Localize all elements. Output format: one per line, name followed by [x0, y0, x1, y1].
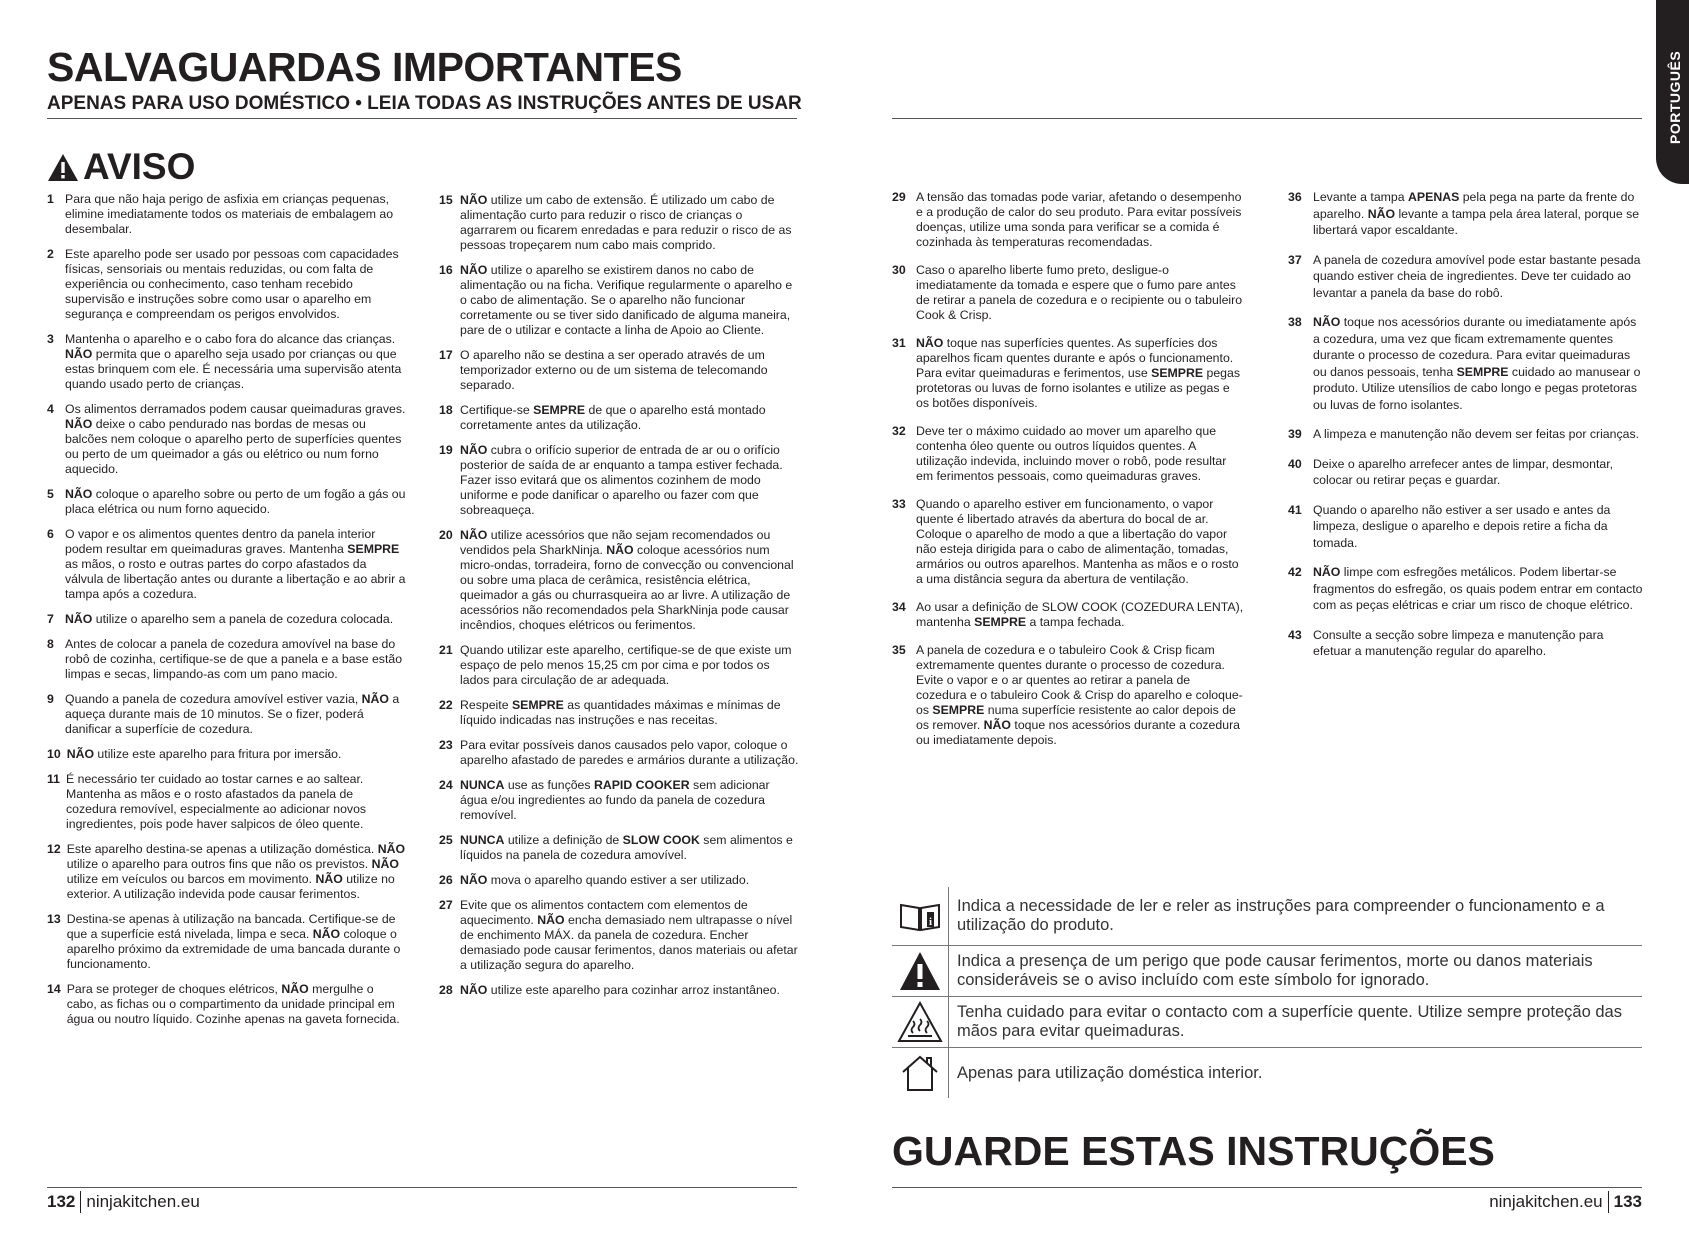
safeguard-number: 35	[892, 643, 906, 657]
symbol-icon-cell	[892, 887, 949, 945]
safeguard-number: 30	[892, 263, 906, 277]
safeguard-number: 27	[439, 898, 453, 912]
footer-divider	[80, 1191, 81, 1213]
safeguard-text: Mantenha o aparelho e o cabo fora do alcance das crianças. NÃO permita que o aparelho seja usado por crianças ou que estas brinquem com ele. É necessária uma supervisão atenta quando usado perto de crianças.	[65, 332, 402, 391]
safeguard-text: O vapor e os alimentos quentes dentro da panela interior podem resultar em queimaduras graves. Mantenha SEMPRE as mãos, o rosto e outras partes do corpo afastados da válvula de libertação antes ou durante a libertação e ao abrir a tampa após a cozedura.	[65, 527, 406, 601]
safeguard-number: 3	[47, 332, 54, 346]
safeguard-text: NÃO mova o aparelho quando estiver a ser utilizado.	[460, 873, 750, 887]
warning-heading	[47, 146, 195, 188]
safeguards-column-2	[439, 193, 799, 1008]
safeguard-text: NÃO cubra o orifício superior de entrada de ar ou o orifício posterior de saída de ar enquanto a tampa estiver fechada. Fazer isso evitará que os alimentos cozinhem de modo uniforme e pode danificar o aparelho ou fazer com que sobreaqueça.	[460, 443, 783, 517]
safeguard-text: Antes de colocar a panela de cozedura amovível na base do robô de cozinha, certifique-se de que a panela e a base estão limpas e secas, limpando-as com um pano macio.	[65, 637, 403, 681]
safeguard-number: 8	[47, 637, 54, 651]
warning-heading-text: AVISO	[83, 146, 196, 187]
safeguard-text: Evite que os alimentos contactem com elementos de aquecimento. NÃO encha demasiado nem ultrapasse o nível de enchimento MÁX. da panela de cozedura. Encher demasiado pode causar ferimentos, danos materiais ou afetar a utilização segura do aparelho.	[460, 898, 798, 972]
safeguard-number: 39	[1288, 427, 1302, 441]
safeguard-item	[47, 772, 407, 832]
safeguard-number: 22	[439, 698, 453, 712]
safeguard-item	[439, 348, 799, 393]
safeguard-number: 23	[439, 738, 453, 752]
safeguard-number: 21	[439, 643, 453, 657]
safeguard-item	[47, 612, 407, 627]
safeguard-item	[47, 692, 407, 737]
safeguard-number: 13	[47, 912, 61, 926]
safeguard-number: 9	[47, 692, 54, 706]
safeguard-number: 11	[47, 772, 60, 786]
safeguard-item	[892, 424, 1244, 484]
safeguard-number: 18	[439, 403, 453, 417]
symbol-row	[892, 887, 1642, 946]
safeguard-item	[47, 637, 407, 682]
safeguard-item	[439, 983, 799, 998]
safeguard-text: Este aparelho destina-se apenas a utilização doméstica. NÃO utilize o aparelho para outros fins que não os previstos. NÃO utilize em veículos ou barcos em movimento. NÃO utilize no exterior. A utilização indevida pode causar ferimentos.	[66, 842, 406, 901]
safeguard-item	[1288, 252, 1643, 302]
warning-triangle-icon	[898, 950, 942, 992]
symbol-icon-cell	[892, 1048, 949, 1098]
safeguards-column-3	[892, 190, 1244, 761]
safeguards-column-4	[1288, 189, 1643, 673]
safeguard-item	[439, 873, 799, 888]
safeguard-item	[439, 443, 799, 518]
safeguard-text: NÃO coloque o aparelho sobre ou perto de um fogão a gás ou placa elétrica ou num forno aquecido.	[65, 487, 406, 516]
safeguard-text: Levante a tampa APENAS pela pega na parte da frente do aparelho. NÃO levante a tampa pela área lateral, porque se libertará vapor escaldante.	[1313, 190, 1640, 237]
footer-right	[1489, 1187, 1642, 1217]
safeguard-text: NÃO limpe com esfregões metálicos. Podem libertar-se fragmentos do esfregão, os quais podem entrar em contacto com as peças elétricas e criar um risco de choque elétrico.	[1313, 565, 1643, 612]
safeguard-number: 7	[47, 612, 54, 626]
safeguard-number: 6	[47, 527, 54, 541]
safeguard-text: Os alimentos derramados podem causar queimaduras graves. NÃO deixe o cabo pendurado nas bordas de mesas ou balcões nem coloque o aparelho perto de superfícies quentes ou perto de um queimador a gás ou elétrico ou num forno aquecido.	[65, 402, 406, 476]
safeguard-item	[47, 747, 407, 762]
safeguard-item	[892, 263, 1244, 323]
safeguard-number: 4	[47, 402, 54, 416]
page-number: 132	[47, 1192, 76, 1211]
symbol-description: Indica a necessidade de ler e reler as instruções para compreender o funcionamento e a utilização do produto.	[957, 897, 1605, 934]
safeguard-text: NÃO utilize este aparelho para fritura por imersão.	[66, 747, 342, 761]
symbol-description: Apenas para utilização doméstica interior.	[957, 1063, 1263, 1082]
safeguard-item	[1288, 189, 1643, 239]
symbol-description: Indica a presença de um perigo que pode causar ferimentos, morte ou danos materiais consideráveis se o aviso incluído com este símbolo for ignorado.	[957, 952, 1593, 989]
safeguard-text: Certifique-se SEMPRE de que o aparelho está montado corretamente antes da utilização.	[460, 403, 766, 432]
safeguard-item	[1288, 426, 1643, 443]
safeguard-number: 38	[1288, 315, 1302, 329]
safeguard-number: 28	[439, 983, 453, 997]
safeguard-item	[439, 643, 799, 688]
safeguard-item	[439, 528, 799, 633]
symbol-icon-cell	[892, 997, 949, 1047]
safeguard-number: 1	[47, 192, 54, 206]
safeguard-text: NÃO utilize um cabo de extensão. É utilizado um cabo de alimentação curto para reduzir o risco de crianças o agarrarem ou ficarem enredadas e para reduzir o risco de as pessoas tropeçarem num cabo mais comprido.	[460, 193, 792, 252]
safeguard-text: Ao usar a definição de SLOW COOK (COZEDURA LENTA), mantenha SEMPRE a tampa fechada.	[916, 600, 1244, 629]
safeguards-column-1	[47, 192, 407, 1037]
safeguard-number: 41	[1288, 502, 1302, 517]
safeguard-number: 25	[439, 833, 453, 847]
safeguard-item	[47, 982, 407, 1027]
safeguard-text: Para evitar possíveis danos causados pelo vapor, coloque o aparelho afastado de paredes e armários durante a utilização.	[460, 738, 799, 767]
safeguard-text: NÃO utilize o aparelho sem a panela de cozedura colocada.	[65, 612, 394, 626]
safeguard-item	[1288, 456, 1643, 489]
safeguard-number: 29	[892, 190, 906, 204]
safeguard-text: Deixe o aparelho arrefecer antes de limpar, desmontar, colocar ou retirar peças e guardar.	[1313, 456, 1614, 487]
safeguard-item	[892, 190, 1244, 250]
safeguard-item	[47, 192, 407, 237]
safeguard-item	[439, 833, 799, 863]
safeguard-item	[892, 497, 1244, 587]
safeguard-text: NÃO toque nas superfícies quentes. As superfícies dos aparelhos ficam quentes durante e após o funcionamento. Para evitar queimaduras e ferimentos, use SEMPRE pegas protetoras ou luvas de forno isolantes e utilize as pegas e os botões disponíveis.	[916, 336, 1240, 410]
save-instructions-heading: GUARDE ESTAS INSTRUÇÕES	[892, 1128, 1495, 1174]
safeguard-text: Este aparelho pode ser usado por pessoas com capacidades físicas, sensoriais ou mentais reduzidas, ou com falta de experiência ou conhecimento, caso tenham recebido supervisão e instruções sobre como usar o aparelho em segurança e compreendam os perigos envolvidos.	[65, 247, 399, 321]
safeguard-text: É necessário ter cuidado ao tostar carnes e ao saltear. Mantenha as mãos e o rosto afastados da panela de cozedura removível, especialmente ao adicionar novos ingredientes, pois pode haver salpicos de óleo quente.	[66, 772, 367, 831]
safeguard-text: Quando a panela de cozedura amovível estiver vazia, NÃO a aqueça durante mais de 10 minutos. Se o fizer, poderá danificar a superfície de cozedura.	[65, 692, 400, 736]
safeguard-text: Para se proteger de choques elétricos, NÃO mergulhe o cabo, as fichas ou o compartimento da unidade principal em água ou noutro líquido. Cozinhe apenas na gaveta fornecida.	[66, 982, 400, 1026]
safeguard-text: Destina-se apenas à utilização na bancada. Certifique-se de que a superfície está nivelada, limpa e seca. NÃO coloque o aparelho próximo da extremidade de uma bancada durante o funcionamento.	[66, 912, 401, 971]
footer-divider	[1608, 1191, 1609, 1213]
warning-triangle-icon	[47, 153, 79, 182]
safeguard-number: 33	[892, 497, 906, 511]
safeguard-item	[47, 842, 407, 902]
safeguard-item	[892, 336, 1244, 411]
safeguard-text: Quando o aparelho estiver em funcionamento, o vapor quente é libertado através da abertura do bocal de ar. Coloque o aparelho de modo a que a libertação do vapor não esteja dirigida para o cabo de alimentação, tomadas, armários ou outros aparelhos. Mantenha as mãos e o rosto a uma distância segura da abertura de ventilação.	[916, 497, 1239, 586]
safeguard-item	[1288, 627, 1643, 660]
symbol-row	[892, 946, 1642, 997]
safeguard-text: O aparelho não se destina a ser operado através de um temporizador externo ou de um sistema de telecomando separado.	[460, 348, 768, 392]
safeguard-item	[47, 527, 407, 602]
page-title: SALVAGUARDAS IMPORTANTES	[47, 44, 682, 90]
safeguard-item	[47, 912, 407, 972]
safeguard-number: 36	[1288, 190, 1302, 204]
safeguard-number: 40	[1288, 456, 1302, 471]
website-link[interactable]: ninjakitchen.eu	[86, 1192, 200, 1211]
safeguard-item	[439, 698, 799, 728]
symbol-icon-cell	[892, 946, 949, 996]
safeguard-text: A tensão das tomadas pode variar, afetando o desempenho e a produção de calor do seu produto. Para evitar possíveis doenças, utilize uma sonda para verificar se a comida é cozinhada às temperaturas recomendadas.	[916, 190, 1242, 249]
safeguard-number: 5	[47, 487, 54, 501]
safeguard-item	[47, 487, 407, 517]
safeguard-number: 14	[47, 982, 61, 996]
safeguard-item	[439, 403, 799, 433]
safeguard-number: 16	[439, 263, 453, 277]
safeguard-item	[439, 263, 799, 338]
page-subtitle: APENAS PARA USO DOMÉSTICO • LEIA TODAS AS INSTRUÇÕES ANTES DE USAR	[47, 93, 802, 114]
house-icon	[900, 1054, 940, 1092]
safeguard-number: 19	[439, 443, 453, 457]
safeguard-item	[892, 643, 1244, 748]
safeguard-number: 17	[439, 348, 453, 362]
safeguard-number: 37	[1288, 252, 1302, 267]
safeguard-item	[439, 193, 799, 253]
header-rule-right	[892, 118, 1642, 119]
safeguard-number: 2	[47, 247, 54, 261]
footer-left	[47, 1187, 200, 1217]
symbols-legend	[892, 887, 1642, 1098]
safeguard-text: NUNCA utilize a definição de SLOW COOK sem alimentos e líquidos na panela de cozedura amovível.	[460, 833, 793, 862]
safeguard-number: 31	[892, 336, 906, 350]
safeguard-number: 26	[439, 873, 453, 887]
safeguard-text: NÃO toque nos acessórios durante ou imediatamente após a cozedura, uma vez que ficam extremamente quentes durante o processo de cozedura. Para evitar queimaduras ou danos pessoais, tenha SEMPRE cuidado ao manusear o produto. Utilize utensílios de cabo longo e pegas protetoras ou luvas de forno isolantes.	[1313, 315, 1641, 412]
website-link[interactable]: ninjakitchen.eu	[1489, 1192, 1603, 1211]
safeguard-text: Caso o aparelho liberte fumo preto, desligue-o imediatamente da tomada e espere que o fumo pare antes de retirar a panela de cozedura e o recipiente ou o tabuleiro Cook & Crisp.	[916, 263, 1243, 322]
safeguard-item	[47, 402, 407, 477]
safeguard-number: 15	[439, 193, 453, 207]
safeguard-text: NÃO utilize este aparelho para cozinhar arroz instantâneo.	[460, 983, 780, 997]
safeguard-item	[439, 898, 799, 973]
safeguard-item	[439, 738, 799, 768]
language-tab-label: PORTUGUÊS	[1667, 50, 1683, 144]
safeguard-text: Quando utilizar este aparelho, certifique-se de que existe um espaço de pelo menos 15,25 cm por cima e por todos os lados para circulação de ar adequada.	[460, 643, 792, 687]
symbol-row	[892, 997, 1642, 1048]
safeguard-number: 20	[439, 528, 453, 542]
safeguard-text: NÃO utilize acessórios que não sejam recomendados ou vendidos pela SharkNinja. NÃO coloque acessórios num micro-ondas, torradeira, forno de convecção ou convencional ou sobre uma placa de cerâmica, resistência elétrica, queimador a gás ou churrasqueira ao ar livre. A utilização de acessórios não recomendados pela SharkNinja pode causar incêndios, choques elétricos ou ferimentos.	[460, 528, 794, 632]
safeguard-item	[1288, 314, 1643, 413]
safeguard-number: 32	[892, 424, 906, 438]
safeguard-item	[47, 332, 407, 392]
safeguard-item	[439, 778, 799, 823]
safeguard-text: NÃO utilize o aparelho se existirem danos no cabo de alimentação ou na ficha. Verifique regularmente o aparelho e o cabo de alimentação. Se o aparelho não funcionar corretamente ou se tiver sido danificado de alguma maneira, pare de o utilizar e contacte a linha de Apoio ao Cliente.	[460, 263, 793, 337]
symbol-row	[892, 1048, 1642, 1098]
safeguard-number: 10	[47, 747, 61, 761]
svg-text:i: i	[928, 916, 933, 928]
safeguard-text: A limpeza e manutenção não devem ser feitas por crianças.	[1313, 427, 1640, 441]
safeguard-item	[47, 247, 407, 322]
safeguard-number: 12	[47, 842, 61, 856]
read-manual-icon	[899, 900, 941, 932]
safeguard-number: 42	[1288, 565, 1302, 579]
safeguard-text: NUNCA use as funções RAPID COOKER sem adicionar água e/ou ingredientes ao fundo da panela de cozedura removível.	[460, 778, 770, 822]
safeguard-number: 24	[439, 778, 453, 792]
safeguard-number: 34	[892, 600, 906, 614]
page-number: 133	[1613, 1192, 1642, 1211]
safeguard-text: Quando o aparelho não estiver a ser usado e antes da limpeza, desligue o aparelho e depois retire a ficha da tomada.	[1313, 502, 1611, 550]
safeguard-text: Para que não haja perigo de asfixia em crianças pequenas, elimine imediatamente todos os materiais de embalagem ao desembalar.	[65, 192, 394, 236]
safeguard-item	[1288, 502, 1643, 552]
safeguard-item	[1288, 564, 1643, 614]
symbol-description: Tenha cuidado para evitar o contacto com a superfície quente. Utilize sempre proteção das mãos para evitar queimaduras.	[957, 1003, 1622, 1040]
safeguard-item	[892, 600, 1244, 630]
safeguard-text: Consulte a secção sobre limpeza e manutenção para efetuar a manutenção regular do aparelho.	[1313, 627, 1604, 658]
hot-surface-icon	[897, 1001, 943, 1043]
safeguard-text: Deve ter o máximo cuidado ao mover um aparelho que contenha óleo quente ou outros líquidos quentes. A utilização indevida, incluindo mover o robô, pode resultar em ferimentos pessoais, como queimaduras graves.	[916, 424, 1227, 483]
header-rule-left	[47, 118, 797, 119]
safeguard-number: 43	[1288, 627, 1302, 642]
safeguard-text: Respeite SEMPRE as quantidades máximas e mínimas de líquido indicadas nas instruções e nas receitas.	[460, 698, 781, 727]
safeguard-text: A panela de cozedura amovível pode estar bastante pesada quando estiver cheia de ingredientes. Deve ter cuidado ao levantar a panela da base do robô.	[1313, 252, 1641, 300]
safeguard-text: A panela de cozedura e o tabuleiro Cook & Crisp ficam extremamente quentes durante o processo de cozedura. Evite o vapor e o ar quentes ao retirar a panela de cozedura e o tabuleiro Cook & Crisp do aparelho e coloque-os SEMPRE numa superfície resistente ao calor depois de os remover. NÃO toque nos acessórios durante a cozedura ou imediatamente depois.	[916, 643, 1243, 747]
